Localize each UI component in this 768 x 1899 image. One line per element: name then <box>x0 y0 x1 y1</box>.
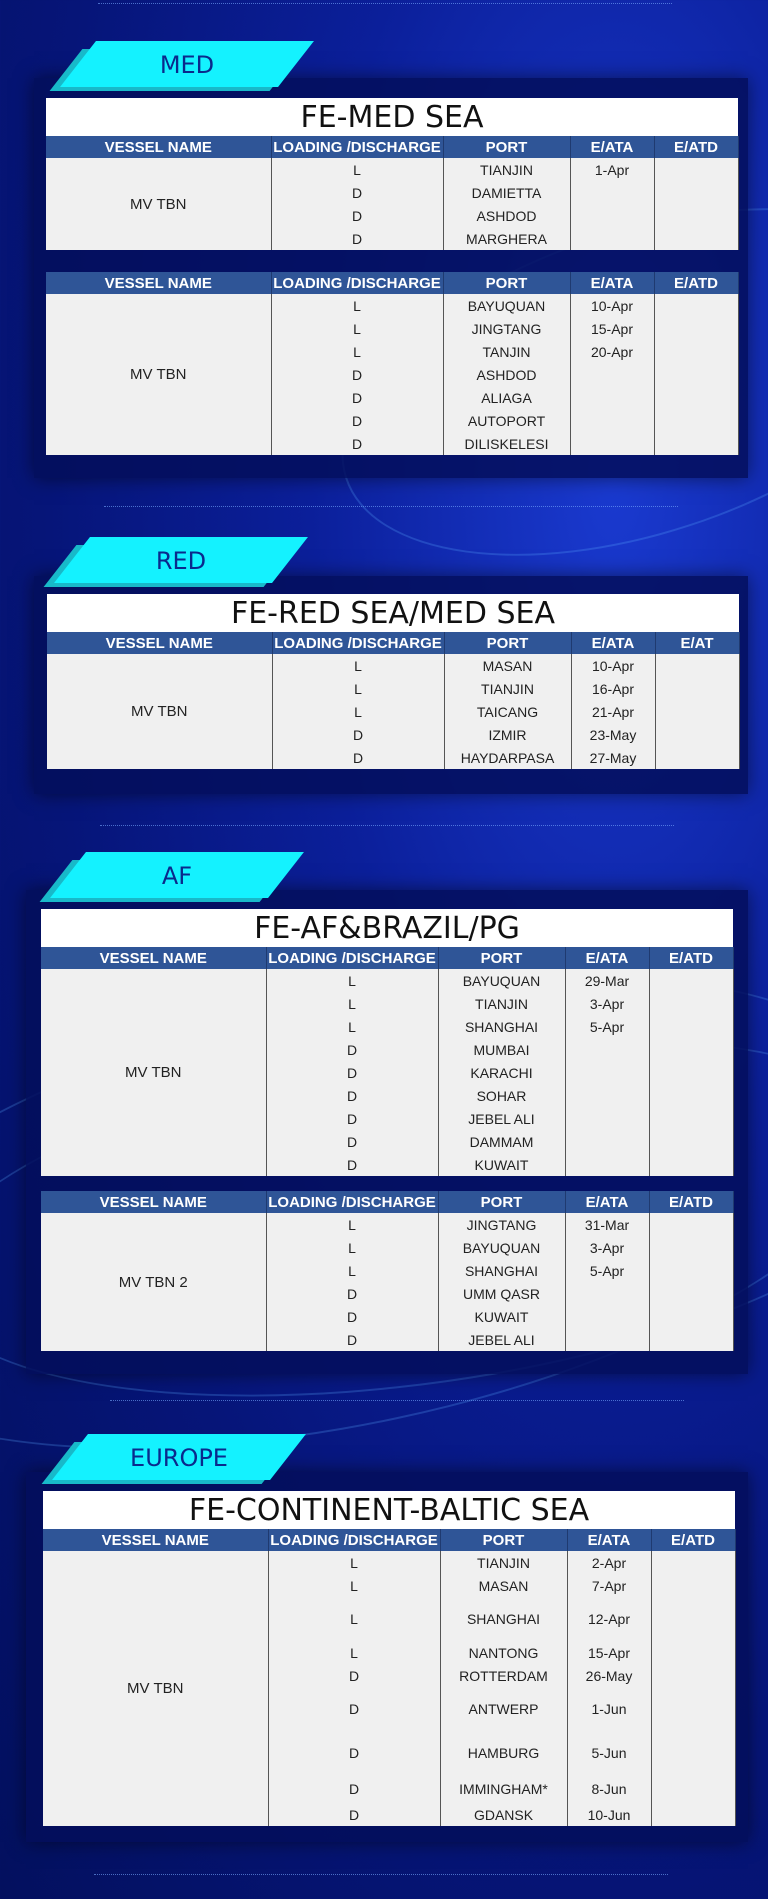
section-tag-label: MED <box>159 51 215 79</box>
vessel-name-cell: MV TBN <box>46 158 271 250</box>
etd-cell <box>649 1084 733 1107</box>
ld-cell: D <box>271 181 443 204</box>
ld-cell: D <box>268 1775 440 1803</box>
ld-cell: L <box>271 317 443 340</box>
port-cell: SHANGHAI <box>438 1015 565 1038</box>
etd-cell <box>655 723 739 746</box>
port-cell: TANJIN <box>443 340 570 363</box>
port-cell: KARACHI <box>438 1061 565 1084</box>
eta-cell: 16-Apr <box>571 677 655 700</box>
eta-cell: 20-Apr <box>570 340 654 363</box>
port-cell: BAYUQUAN <box>443 294 570 317</box>
ld-cell: D <box>272 723 444 746</box>
eta-cell: 8-Jun <box>567 1775 651 1803</box>
port-cell: ANTWERP <box>440 1687 567 1731</box>
eta-cell: 10-Jun <box>567 1803 651 1826</box>
etd-cell <box>651 1641 735 1664</box>
etd-cell <box>651 1597 735 1641</box>
port-cell: GDANSK <box>440 1803 567 1826</box>
port-cell: ASHDOD <box>443 204 570 227</box>
etd-cell <box>649 1130 733 1153</box>
ld-cell: D <box>271 204 443 227</box>
table-row <box>47 654 739 677</box>
ld-cell: L <box>266 1236 438 1259</box>
ld-cell: L <box>266 1259 438 1282</box>
etd-cell <box>654 409 738 432</box>
eta-cell <box>565 1305 649 1328</box>
port-cell: IZMIR <box>444 723 571 746</box>
port-cell: NANTONG <box>440 1641 567 1664</box>
eta-cell: 21-Apr <box>571 700 655 723</box>
schedule-sheet <box>43 1491 735 1826</box>
header-port: PORT <box>443 136 570 158</box>
header-loading-discharge: LOADING /DISCHARGE <box>271 272 443 294</box>
etd-cell <box>649 1305 733 1328</box>
etd-cell <box>649 1213 733 1236</box>
ld-cell: D <box>266 1130 438 1153</box>
port-cell: JEBEL ALI <box>438 1328 565 1351</box>
eta-cell: 5-Jun <box>567 1731 651 1775</box>
eta-cell: 31-Mar <box>565 1213 649 1236</box>
eta-cell: 3-Apr <box>565 992 649 1015</box>
eta-cell <box>570 386 654 409</box>
etd-cell <box>649 1015 733 1038</box>
header-eta: E/ATA <box>570 136 654 158</box>
eta-cell: 1-Jun <box>567 1687 651 1731</box>
eta-cell: 26-May <box>567 1664 651 1687</box>
header-etd: E/ATD <box>651 1529 735 1551</box>
ld-cell: D <box>266 1305 438 1328</box>
vessel-name-cell: MV TBN <box>46 294 271 455</box>
eta-cell <box>565 1084 649 1107</box>
etd-cell <box>651 1687 735 1731</box>
port-cell: DAMMAM <box>438 1130 565 1153</box>
table-row <box>41 969 733 992</box>
port-cell: TIANJIN <box>440 1551 567 1574</box>
header-loading-discharge: LOADING /DISCHARGE <box>266 1191 438 1213</box>
eta-cell: 10-Apr <box>570 294 654 317</box>
port-cell: TAICANG <box>444 700 571 723</box>
header-port: PORT <box>444 632 571 654</box>
eta-cell: 7-Apr <box>567 1574 651 1597</box>
header-loading-discharge: LOADING /DISCHARGE <box>271 136 443 158</box>
section-divider <box>98 3 672 4</box>
etd-cell <box>654 386 738 409</box>
etd-cell <box>649 969 733 992</box>
header-vessel-name: VESSEL NAME <box>46 272 271 294</box>
eta-cell: 23-May <box>571 723 655 746</box>
etd-cell <box>654 432 738 455</box>
schedule-sheet <box>47 594 739 769</box>
eta-cell: 3-Apr <box>565 1236 649 1259</box>
ld-cell: L <box>268 1574 440 1597</box>
eta-cell: 1-Apr <box>570 158 654 181</box>
section-tag <box>70 1434 300 1482</box>
ld-cell: L <box>271 158 443 181</box>
table-row <box>46 294 738 317</box>
etd-cell <box>649 1153 733 1176</box>
etd-cell <box>655 654 739 677</box>
port-cell: DAMIETTA <box>443 181 570 204</box>
eta-cell: 12-Apr <box>567 1597 651 1641</box>
etd-cell <box>651 1574 735 1597</box>
port-cell: KUWAIT <box>438 1153 565 1176</box>
port-cell: JEBEL ALI <box>438 1107 565 1130</box>
port-cell: IMMINGHAM* <box>440 1775 567 1803</box>
vessel-name-cell: MV TBN <box>43 1551 268 1826</box>
schedule-table <box>46 136 739 250</box>
section-tag-label: RED <box>155 547 207 575</box>
port-cell: MARGHERA <box>443 227 570 250</box>
vessel-name-cell: MV TBN <box>47 654 272 769</box>
vessel-name-cell: MV TBN <box>41 969 266 1176</box>
etd-cell <box>651 1551 735 1574</box>
schedule-table <box>47 632 740 769</box>
eta-cell: 15-Apr <box>567 1641 651 1664</box>
ld-cell: D <box>271 386 443 409</box>
port-cell: MASAN <box>440 1574 567 1597</box>
ld-cell: L <box>266 1015 438 1038</box>
port-cell: BAYUQUAN <box>438 1236 565 1259</box>
ld-cell: D <box>266 1153 438 1176</box>
table-row <box>46 158 738 181</box>
etd-cell <box>655 677 739 700</box>
vessel-name-cell: MV TBN 2 <box>41 1213 266 1351</box>
schedule-table <box>41 1191 734 1351</box>
etd-cell <box>654 204 738 227</box>
port-cell: HAYDARPASA <box>444 746 571 769</box>
eta-cell: 15-Apr <box>570 317 654 340</box>
port-cell: SHANGHAI <box>438 1259 565 1282</box>
eta-cell <box>570 363 654 386</box>
ld-cell: L <box>268 1597 440 1641</box>
header-vessel-name: VESSEL NAME <box>46 136 271 158</box>
port-cell: UMM QASR <box>438 1282 565 1305</box>
ld-cell: L <box>268 1551 440 1574</box>
ld-cell: L <box>266 992 438 1015</box>
section-tag <box>72 537 302 585</box>
ld-cell: L <box>266 969 438 992</box>
header-port: PORT <box>438 1191 565 1213</box>
port-cell: TIANJIN <box>444 677 571 700</box>
section-divider <box>104 506 678 507</box>
eta-cell <box>570 181 654 204</box>
schedule-sheet <box>41 909 733 1176</box>
eta-cell <box>565 1107 649 1130</box>
ld-cell: D <box>266 1061 438 1084</box>
ld-cell: D <box>266 1282 438 1305</box>
ld-cell: D <box>272 746 444 769</box>
ld-cell: L <box>266 1213 438 1236</box>
ld-cell: L <box>272 700 444 723</box>
port-cell: ALIAGA <box>443 386 570 409</box>
eta-cell: 5-Apr <box>565 1259 649 1282</box>
header-loading-discharge: LOADING /DISCHARGE <box>272 632 444 654</box>
eta-cell <box>565 1153 649 1176</box>
ld-cell: D <box>268 1731 440 1775</box>
schedule-sheet <box>41 1191 733 1351</box>
eta-cell <box>570 409 654 432</box>
ld-cell: D <box>271 227 443 250</box>
section-divider <box>94 1874 668 1875</box>
etd-cell <box>649 1236 733 1259</box>
header-loading-discharge: LOADING /DISCHARGE <box>268 1529 440 1551</box>
port-cell: ASHDOD <box>443 363 570 386</box>
etd-cell <box>655 746 739 769</box>
etd-cell <box>654 158 738 181</box>
header-vessel-name: VESSEL NAME <box>41 1191 266 1213</box>
table-row <box>41 1213 733 1236</box>
schedule-sheet <box>46 98 738 250</box>
ld-cell: D <box>268 1687 440 1731</box>
header-eta: E/ATA <box>567 1529 651 1551</box>
eta-cell <box>570 204 654 227</box>
header-eta: E/ATA <box>565 947 649 969</box>
eta-cell: 27-May <box>571 746 655 769</box>
ld-cell: D <box>266 1328 438 1351</box>
etd-cell <box>654 363 738 386</box>
header-etd: E/ATD <box>654 272 738 294</box>
eta-cell <box>570 432 654 455</box>
port-cell: HAMBURG <box>440 1731 567 1775</box>
port-cell: KUWAIT <box>438 1305 565 1328</box>
ld-cell: D <box>268 1803 440 1826</box>
route-title: FE-MED SEA <box>46 98 738 136</box>
port-cell: JINGTANG <box>443 317 570 340</box>
etd-cell <box>649 1282 733 1305</box>
etd-cell <box>649 1107 733 1130</box>
ld-cell: L <box>272 677 444 700</box>
header-eta: E/ATA <box>571 632 655 654</box>
etd-cell <box>654 227 738 250</box>
port-cell: AUTOPORT <box>443 409 570 432</box>
header-etd: E/ATD <box>649 947 733 969</box>
ld-cell: D <box>271 432 443 455</box>
table-row <box>43 1551 735 1574</box>
port-cell: MASAN <box>444 654 571 677</box>
header-etd: E/AT <box>655 632 739 654</box>
header-etd: E/ATD <box>654 136 738 158</box>
etd-cell <box>649 992 733 1015</box>
ld-cell: D <box>266 1107 438 1130</box>
ld-cell: D <box>268 1664 440 1687</box>
header-vessel-name: VESSEL NAME <box>41 947 266 969</box>
route-title: FE-CONTINENT-BALTIC SEA <box>43 1491 735 1529</box>
route-title: FE-RED SEA/MED SEA <box>47 594 739 632</box>
schedule-table <box>43 1529 736 1826</box>
etd-cell <box>651 1731 735 1775</box>
eta-cell: 5-Apr <box>565 1015 649 1038</box>
port-cell: DILISKELESI <box>443 432 570 455</box>
ld-cell: D <box>271 409 443 432</box>
section-tag <box>68 852 298 900</box>
ld-cell: L <box>272 654 444 677</box>
header-port: PORT <box>443 272 570 294</box>
section-divider <box>100 825 674 826</box>
port-cell: SOHAR <box>438 1084 565 1107</box>
ld-cell: D <box>266 1038 438 1061</box>
eta-cell <box>565 1130 649 1153</box>
eta-cell <box>565 1061 649 1084</box>
etd-cell <box>654 317 738 340</box>
eta-cell: 10-Apr <box>571 654 655 677</box>
eta-cell <box>565 1328 649 1351</box>
eta-cell: 29-Mar <box>565 969 649 992</box>
port-cell: JINGTANG <box>438 1213 565 1236</box>
header-etd: E/ATD <box>649 1191 733 1213</box>
etd-cell <box>655 700 739 723</box>
eta-cell <box>565 1038 649 1061</box>
section-tag <box>78 41 308 89</box>
header-port: PORT <box>440 1529 567 1551</box>
etd-cell <box>651 1664 735 1687</box>
section-tag-label: EUROPE <box>130 1444 228 1472</box>
ld-cell: L <box>271 340 443 363</box>
etd-cell <box>654 294 738 317</box>
header-loading-discharge: LOADING /DISCHARGE <box>266 947 438 969</box>
etd-cell <box>649 1038 733 1061</box>
ld-cell: L <box>271 294 443 317</box>
ld-cell: D <box>266 1084 438 1107</box>
route-title: FE-AF&BRAZIL/PG <box>41 909 733 947</box>
header-eta: E/ATA <box>570 272 654 294</box>
schedule-table <box>46 272 739 455</box>
schedule-sheet <box>46 272 738 455</box>
header-vessel-name: VESSEL NAME <box>47 632 272 654</box>
header-eta: E/ATA <box>565 1191 649 1213</box>
eta-cell: 2-Apr <box>567 1551 651 1574</box>
eta-cell <box>570 227 654 250</box>
port-cell: BAYUQUAN <box>438 969 565 992</box>
port-cell: SHANGHAI <box>440 1597 567 1641</box>
section-tag-label: AF <box>161 862 193 890</box>
etd-cell <box>649 1328 733 1351</box>
header-port: PORT <box>438 947 565 969</box>
etd-cell <box>649 1061 733 1084</box>
port-cell: MUMBAI <box>438 1038 565 1061</box>
ld-cell: L <box>268 1641 440 1664</box>
etd-cell <box>654 340 738 363</box>
section-divider <box>110 1400 684 1401</box>
port-cell: TIANJIN <box>443 158 570 181</box>
port-cell: ROTTERDAM <box>440 1664 567 1687</box>
eta-cell <box>565 1282 649 1305</box>
etd-cell <box>649 1259 733 1282</box>
schedule-table <box>41 947 734 1176</box>
etd-cell <box>651 1803 735 1826</box>
etd-cell <box>651 1775 735 1803</box>
header-vessel-name: VESSEL NAME <box>43 1529 268 1551</box>
ld-cell: D <box>271 363 443 386</box>
etd-cell <box>654 181 738 204</box>
port-cell: TIANJIN <box>438 992 565 1015</box>
